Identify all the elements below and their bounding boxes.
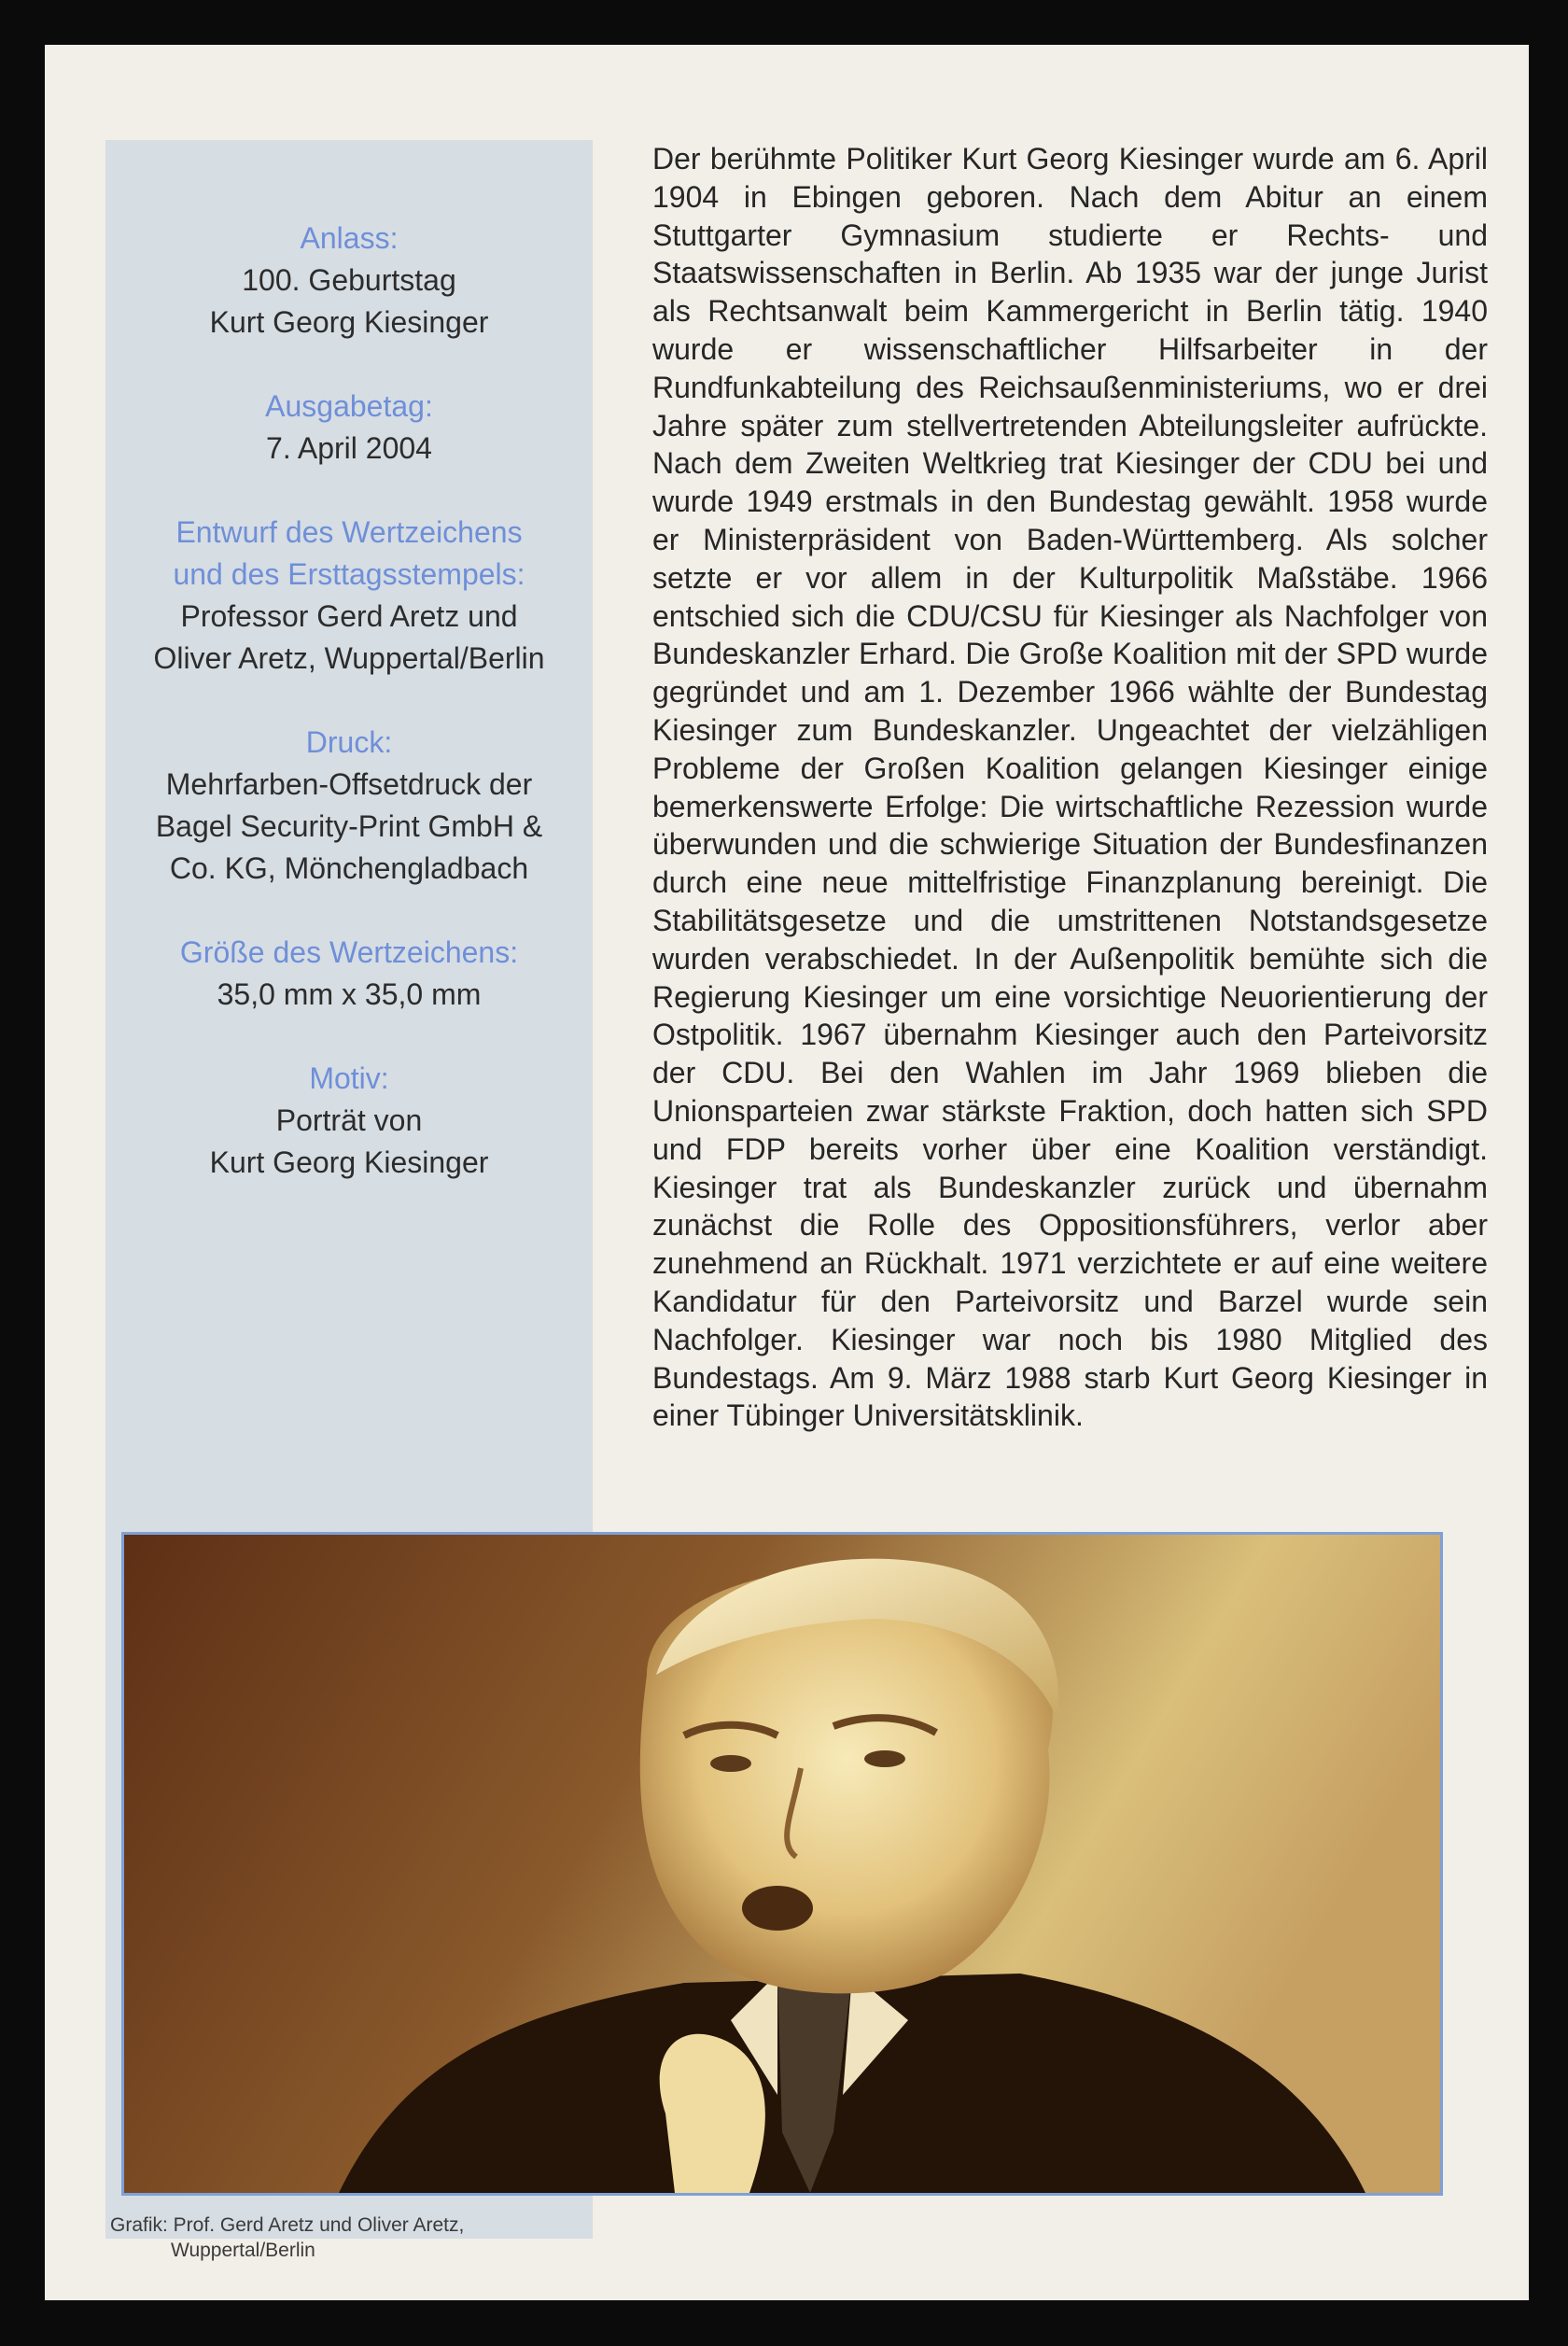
detail-value: Professor Gerd Aretz und xyxy=(180,599,518,633)
detail-value: Co. KG, Mönchengladbach xyxy=(169,851,529,885)
issue-details xyxy=(105,140,593,1226)
detail-label: Ausgabetag: xyxy=(265,389,433,423)
credit-line: Wuppertal/Berlin xyxy=(171,2240,315,2261)
detail-label: Entwurf des Wertzeichens xyxy=(175,515,523,549)
booklet-page xyxy=(45,45,1529,2300)
detail-value: Porträt von xyxy=(275,1103,423,1137)
detail-value: 100. Geburtstag xyxy=(242,263,456,297)
detail-value: 7. April 2004 xyxy=(266,431,432,465)
credit-line: Grafik: Prof. Gerd Aretz und Oliver Aretz, xyxy=(110,2214,465,2236)
detail-label: Größe des Wertzeichens: xyxy=(179,935,519,969)
detail-occasion xyxy=(105,218,593,344)
portrait-photo xyxy=(121,1532,1443,2196)
detail-value: Bagel Security-Print GmbH & xyxy=(155,809,543,843)
detail-value: Kurt Georg Kiesinger xyxy=(209,305,489,339)
detail-label: Anlass: xyxy=(300,221,399,255)
portrait-image xyxy=(124,1535,1440,2193)
detail-size xyxy=(105,932,593,1016)
detail-label: und des Ersttagsstempels: xyxy=(173,557,525,591)
detail-value: Oliver Aretz, Wuppertal/Berlin xyxy=(153,641,545,675)
biography-text: Der berühmte Politiker Kurt Georg Kiesinger wurde am 6. April 1904 in Ebingen geboren. Nach dem Abitur an einem Stuttgarter Gymnasium studierte er Rechts- und Staatswissenschaften in Berlin. Ab 1935 war der junge Jurist als Rechtsanwalt beim Kammergericht in Berlin tätig. 1940 wurde er wissenschaftlicher Hilfsarbeiter in der Rundfunkabteilung des Reichsaußenministeriums, wo er drei Jahre später zum stellvertretenden Abteilungsleiter aufrückte. Nach dem Zweiten Weltkrieg trat Kiesinger der CDU bei und wurde 1949 erstmals in den Bundestag gewählt. 1958 wurde er Ministerpräsident von Baden-Württemberg. Als solcher setzte er vor allem in der Kulturpolitik Maßstäbe. 1966 entschied sich die CDU/CSU für Kiesinger als Nachfolger von Bundeskanzler Erhard. Die Große Koalition mit der SPD wurde gegründet und am 1. Dezember 1966 wählte der Bundestag Kiesinger zum Bundeskanzler. Ungeachtet der vielzähligen Probleme der Großen Koalition gelangen Kiesinger einige bemerkenswerte Erfolge: Die wirtschaftliche Rezession wurde überwunden und die schwierige Situation der Bundesfinanzen durch eine neue mittelfristige Finanzplanung bereinigt. Die Stabilitätsgesetze und die umstrittenen Notstandsgesetze wurden verabschiedet. In der Außenpolitik bemühte sich die Regierung Kiesinger um eine vorsichtige Neuorientierung der Ostpolitik. 1967 übernahm Kiesinger auch den Parteivorsitz der CDU. Bei den Wahlen im Jahr 1969 blieben die Unionsparteien zwar stärkste Fraktion, doch hatten sich SPD und FDP bereits vorher über eine Koalition verständigt. Kiesinger trat als Bundeskanzler zurück und übernahm zunächst die Rolle des Oppositionsführers, verlor aber zunehmend an Rückhalt. 1971 verzichtete er auf eine weitere Kandidatur für den Parteivorsitz und Barzel wurde sein Nachfolger. Kiesinger war noch bis 1980 Mitglied des Bundestags. Am 9. März 1988 starb Kurt Georg Kiesinger in einer Tübinger Universitätsklinik. xyxy=(652,142,1488,1433)
detail-print xyxy=(105,722,593,890)
detail-value: Kurt Georg Kiesinger xyxy=(209,1145,489,1179)
detail-issue-date xyxy=(105,386,593,470)
detail-design xyxy=(105,512,593,680)
detail-value: 35,0 mm x 35,0 mm xyxy=(217,977,482,1011)
detail-value: Mehrfarben-Offsetdruck der xyxy=(165,767,533,801)
detail-label: Druck: xyxy=(305,725,393,759)
detail-label: Motiv: xyxy=(309,1061,389,1095)
photo-credit xyxy=(110,2213,464,2263)
detail-motif xyxy=(105,1058,593,1184)
